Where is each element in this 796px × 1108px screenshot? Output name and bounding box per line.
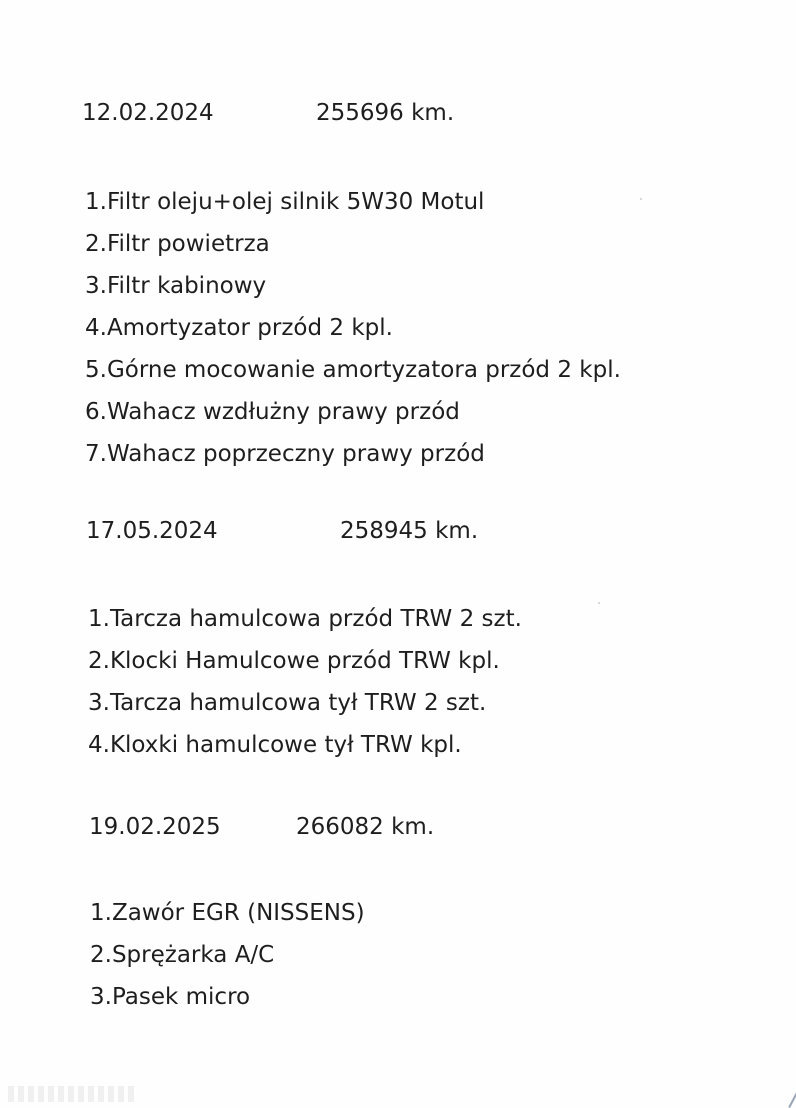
list-item: 5.Górne mocowanie amortyzatora przód 2 kpl. xyxy=(85,357,621,383)
list-item: 7.Wahacz poprzeczny prawy przód xyxy=(85,441,485,467)
entry-mileage: 255696 km. xyxy=(316,100,455,126)
entry-date: 12.02.2024 xyxy=(82,100,214,126)
entry-header xyxy=(0,812,796,852)
entry-header xyxy=(0,516,796,556)
entry-header xyxy=(0,98,796,138)
entry-mileage: 266082 km. xyxy=(296,814,435,840)
list-item: 4.Amortyzator przód 2 kpl. xyxy=(85,315,393,341)
entry-mileage: 258945 km. xyxy=(340,518,479,544)
list-item: 2.Klocki Hamulcowe przód TRW kpl. xyxy=(88,648,500,674)
entry-item-list xyxy=(85,181,621,475)
list-item: 1.Tarcza hamulcowa przód TRW 2 szt. xyxy=(88,606,522,632)
list-item: 3.Tarcza hamulcowa tył TRW 2 szt. xyxy=(88,690,487,716)
service-entry xyxy=(0,98,796,467)
service-entry xyxy=(0,812,796,1010)
list-item: 6.Wahacz wzdłużny prawy przód xyxy=(85,399,460,425)
entry-date: 17.05.2024 xyxy=(86,518,218,544)
list-item: 3.Pasek micro xyxy=(90,984,251,1010)
list-item: 1.Filtr oleju+olej silnik 5W30 Motul xyxy=(85,189,485,215)
faint-watermark xyxy=(8,1086,138,1102)
service-entry xyxy=(0,516,796,758)
list-item: 4.Kloxki hamulcowe tył TRW kpl. xyxy=(88,732,462,758)
list-item: 2.Sprężarka A/C xyxy=(90,942,275,968)
list-item: 2.Filtr powietrza xyxy=(85,231,270,257)
scan-speck xyxy=(598,602,600,604)
list-item: 1.Zawór EGR (NISSENS) xyxy=(90,900,365,926)
scan-edge-line xyxy=(788,1077,796,1108)
entry-item-list xyxy=(88,598,522,766)
entry-date: 19.02.2025 xyxy=(89,814,221,840)
list-item: 3.Filtr kabinowy xyxy=(85,273,267,299)
scan-speck xyxy=(640,198,642,200)
entry-item-list xyxy=(90,892,365,1018)
